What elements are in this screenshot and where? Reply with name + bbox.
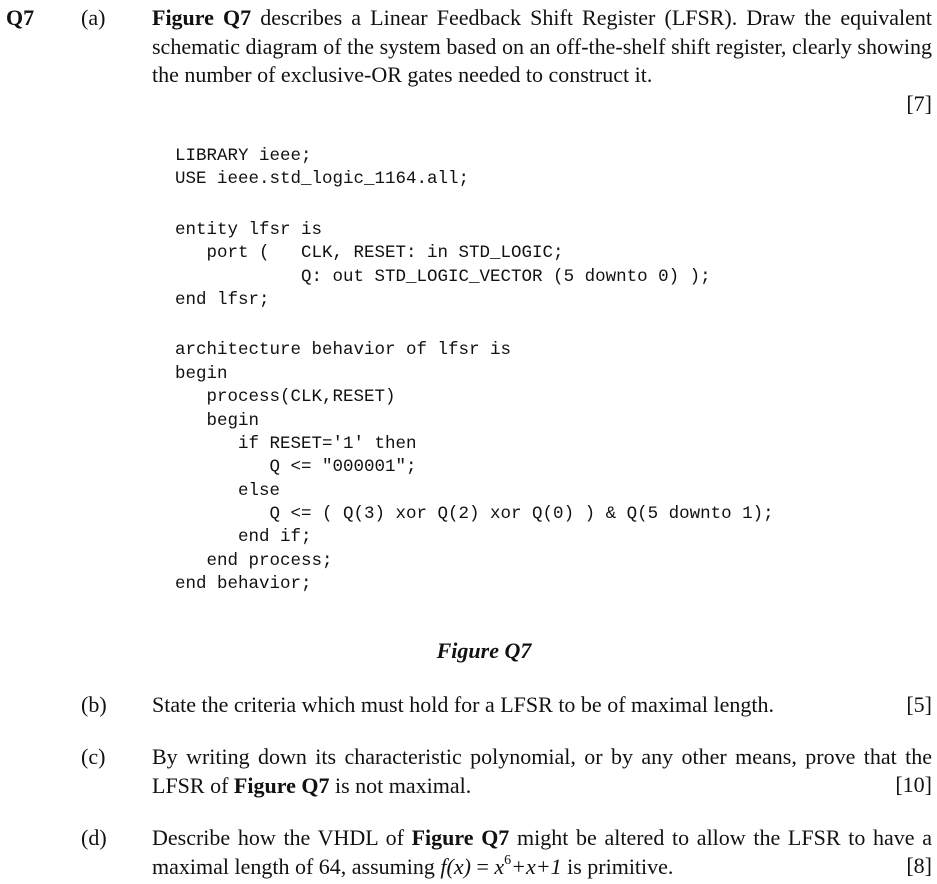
vhdl-code-block <box>175 145 774 597</box>
code-line: end lfsr; <box>175 289 270 310</box>
code-line: end process; <box>175 550 333 571</box>
part-b-marks: [5] <box>906 692 932 717</box>
formula-x: x <box>494 853 505 879</box>
code-line: USE ieee.std_logic_1164.all; <box>175 169 470 190</box>
code-line: begin <box>175 363 228 384</box>
code-line: LIBRARY ieee; <box>175 146 312 166</box>
part-c-label: (c) <box>81 744 106 769</box>
part-a-marks: [7] <box>906 91 932 116</box>
formula-eq: = <box>470 853 495 879</box>
code-blank-line <box>175 192 774 219</box>
code-line: port ( CLK, RESET: in STD_LOGIC; <box>175 243 564 264</box>
figure-caption: Figure Q7 <box>436 638 532 663</box>
part-b-label: (b) <box>81 692 107 717</box>
part-c-body-post: is not maximal. <box>329 772 472 798</box>
part-a-label: (a) <box>81 5 106 30</box>
code-blank-line <box>175 312 774 339</box>
part-a-figure-ref: Figure Q7 <box>152 5 252 30</box>
formula-rest: +x+1 <box>511 853 562 879</box>
part-b-text: State the criteria which must hold for a LFSR to be of maximal length. <box>152 692 774 717</box>
code-line: entity lfsr is <box>175 219 323 240</box>
part-c-figure-ref: Figure Q7 <box>233 772 330 798</box>
part-d-text <box>152 824 932 881</box>
code-line: else <box>175 480 281 501</box>
formula-exponent: 6 <box>504 853 512 869</box>
part-c-marks: [10] <box>895 772 932 797</box>
code-line: Q: out STD_LOGIC_VECTOR (5 downto 0) ); <box>175 266 711 287</box>
part-d-figure-ref: Figure Q7 <box>411 825 510 850</box>
code-line: end behavior; <box>175 574 312 595</box>
part-d-body-mid: might be altered to allow the LFSR to have a maximal length of 64, assuming <box>152 825 932 879</box>
formula-fx: f(x) <box>440 853 471 879</box>
part-a-text <box>152 4 932 90</box>
code-line: begin <box>175 410 260 431</box>
part-d-body-post: is primitive. <box>561 853 674 879</box>
code-line: Q <= ( Q(3) xor Q(2) xor Q(0) ) & Q(5 downto 1); <box>175 504 774 525</box>
code-line: if RESET='1' then <box>175 433 417 454</box>
code-line: architecture behavior of lfsr is <box>175 340 512 361</box>
code-line: end if; <box>175 527 312 548</box>
part-c-body-pre: By writing down its characteristic polynomial, or by any other means, prove that the LFSR of <box>152 744 932 798</box>
part-d-marks: [8] <box>906 853 932 878</box>
question-number: Q7 <box>6 5 35 30</box>
part-c-text <box>152 743 932 800</box>
part-a-body: describes a Linear Feedback Shift Register (LFSR). Draw the equivalent schematic diagram of the system based on an off-the-shelf shift register, clearly showing the number of exclusive-OR gates needed to construct it. <box>152 5 933 87</box>
part-d-label: (d) <box>81 825 107 850</box>
code-line: process(CLK,RESET) <box>175 387 396 408</box>
part-d-body-pre: Describe how the VHDL of <box>152 825 412 850</box>
code-line: Q <= "000001"; <box>175 457 417 478</box>
